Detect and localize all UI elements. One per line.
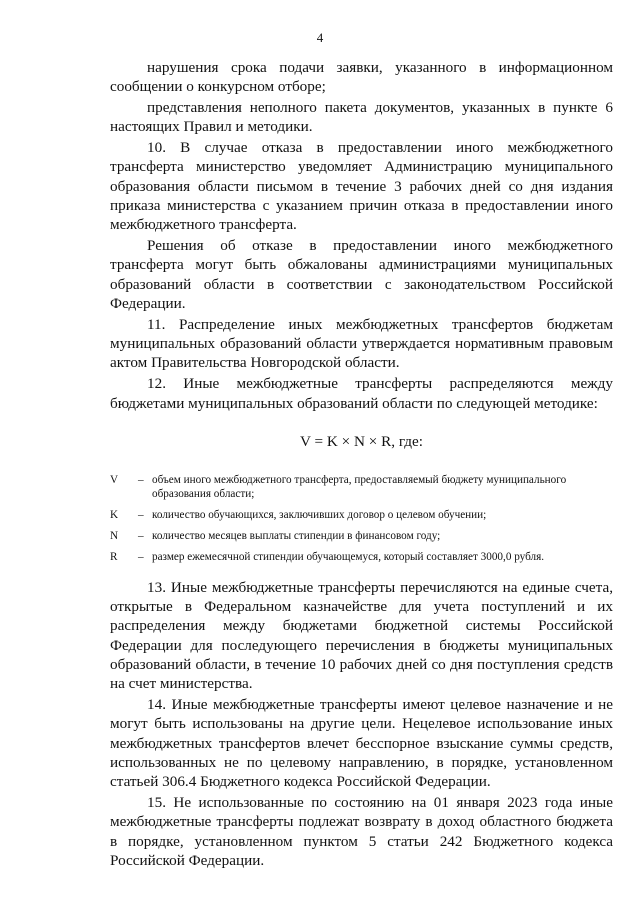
legend-dash: – [138, 473, 144, 486]
legend-dash: – [138, 508, 144, 521]
legend-symbol: K [110, 508, 119, 521]
legend-symbol: V [110, 473, 119, 486]
formula: V = K × N × R, где: [300, 432, 423, 450]
paragraph-incomplete-docs: представления неполного пакета документов, указанных в пункте 6 настоящих Правил и методики. [110, 99, 613, 136]
legend-item-v [110, 473, 613, 501]
legend-item-k [110, 508, 613, 522]
paragraph-10: 10. В случае отказа в предоставлении иного межбюджетного трансферта министерство уведомляет Администрацию муниципального образования области письмом в течение 3 рабочих дней со дня издания приказа министерства с указанием причин отказа в предоставлении иного межбюджетного трансферта. [110, 139, 613, 234]
legend-description: количество месяцев выплаты стипендии в финансовом году; [152, 529, 441, 542]
page-number: 4 [316, 30, 324, 45]
legend-dash: – [138, 550, 144, 563]
legend-description: количество обучающихся, заключивших договор о целевом обучении; [152, 508, 487, 521]
legend-description: объем иного межбюджетного трансферта, предоставляемый бюджету муниципального образования области; [152, 473, 567, 500]
legend-description: размер ежемесячной стипендии обучающемуся, который составляет 3000,0 рубля. [152, 550, 545, 563]
paragraph-violation: нарушения срока подачи заявки, указанного в информационном сообщении о конкурсном отборе; [110, 59, 613, 96]
legend-item-n [110, 529, 613, 543]
legend-symbol: N [110, 529, 119, 542]
legend-dash: – [138, 529, 144, 542]
paragraph-11: 11. Распределение иных межбюджетных трансфертов бюджетам муниципальных образований области утверждается нормативным правовым актом Правительства Новгородской области. [110, 315, 613, 372]
paragraph-14: 14. Иные межбюджетные трансферты имеют целевое назначение и не могут быть использованы на другие цели. Нецелевое использование иных межбюджетных трансфертов влечет бесспорное взыскание суммы средств, использованных не по целевому направлению, в порядке, установленном статьей 306.4 Бюджетного кодекса Российской Федерации. [110, 696, 613, 791]
formula-legend [110, 473, 613, 564]
legend-symbol: R [110, 550, 118, 563]
paragraph-12: 12. Иные межбюджетные трансферты распределяются между бюджетами муниципальных образований области по следующей методике: [110, 375, 613, 412]
paragraph-13: 13. Иные межбюджетные трансферты перечисляются на единые счета, открытые в Федеральном казначействе для учета поступлений и их распределения между бюджетами бюджетной системы Российской Федерации для последующего перечисления в бюджеты муниципальных образований области, в течение 10 рабочих дней со дня поступления средств на счет министерства. [110, 578, 613, 693]
paragraph-appeal: Решения об отказе в предоставлении иного межбюджетного трансферта могут быть обжалованы администрациями муниципальных образований области в соответствии с законодательством Российской Федерации. [110, 237, 613, 313]
paragraph-15: 15. Не использованные по состоянию на 01 января 2023 года иные межбюджетные трансферты подлежат возврату в доход областного бюджета в порядке, установленном пунктом 5 статьи 242 Бюджетного кодекса Российской Федерации. [110, 794, 613, 869]
legend-item-r [110, 550, 613, 564]
document-body [110, 58, 613, 870]
